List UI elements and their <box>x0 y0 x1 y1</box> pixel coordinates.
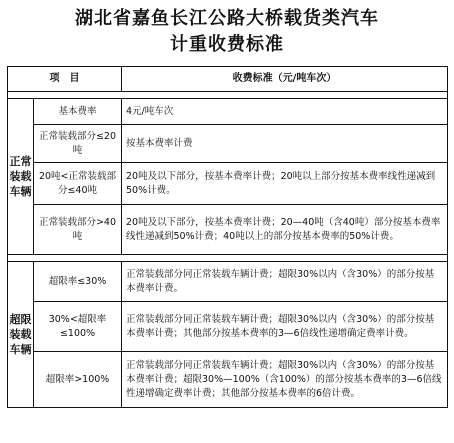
row-rule: 按基本费率计费 <box>122 125 448 163</box>
row-condition: 基本费率 <box>34 99 122 125</box>
fee-table <box>7 66 448 408</box>
row-condition: 30%<超限率≤100% <box>34 302 122 352</box>
row-condition: 正常装载部分>40吨 <box>34 205 122 255</box>
table-row <box>8 125 448 163</box>
table-row <box>8 99 448 125</box>
group-normal-label: 正常装载车辆 <box>8 99 34 255</box>
table-row <box>8 302 448 352</box>
row-condition: 超限率≤30% <box>34 262 122 302</box>
row-rule: 正常装载部分同正常装载车辆计费；超限30%以内（含30%）的部分按基本费率计费；其他部分按基本费率的3—6倍线性递增确定费率计费。 <box>122 302 448 352</box>
table-header-row <box>8 67 448 92</box>
row-rule: 20吨及以下部分，按基本费率计费；20吨以上部分按基本费率线性递减到50%计费。 <box>122 163 448 205</box>
row-condition: 20吨<正常装载部分≤40吨 <box>34 163 122 205</box>
row-rule: 正常装载部分同正常装载车辆计费；超限30%以内（含30%）的部分按基本费率计费；超限30%—100%（含100%）的部分按基本费率的3—6倍线性递增确定费率计费；其他部分按基本费率的6倍计费。 <box>122 352 448 408</box>
row-rule: 4元/吨车次 <box>122 99 448 125</box>
row-condition: 超限率>100% <box>34 352 122 408</box>
table-row <box>8 205 448 255</box>
table-row <box>8 352 448 408</box>
row-rule: 正常装载部分同正常装载车辆计费；超限30%以内（含30%）的部分按基本费率计费。 <box>122 262 448 302</box>
row-rule: 20吨及以下部分，按基本费率计费；20—40吨（含40吨）部分按基本费率线性递减到50%计费；40吨以上的部分按基本费率的50%计费。 <box>122 205 448 255</box>
row-condition: 正常装载部分≤20吨 <box>34 125 122 163</box>
header-item: 项 目 <box>8 67 122 92</box>
table-row <box>8 262 448 302</box>
group-overlimit-label: 超限装载车辆 <box>8 262 34 408</box>
document-title-line2: 计重收费标准 <box>170 34 284 55</box>
section-spacer <box>8 255 448 262</box>
table-row <box>8 163 448 205</box>
header-standard: 收费标准（元/吨车次） <box>122 67 448 92</box>
header-spacer <box>8 92 448 99</box>
document-title-line1: 湖北省嘉鱼长江公路大桥载货类汽车 <box>75 8 379 29</box>
